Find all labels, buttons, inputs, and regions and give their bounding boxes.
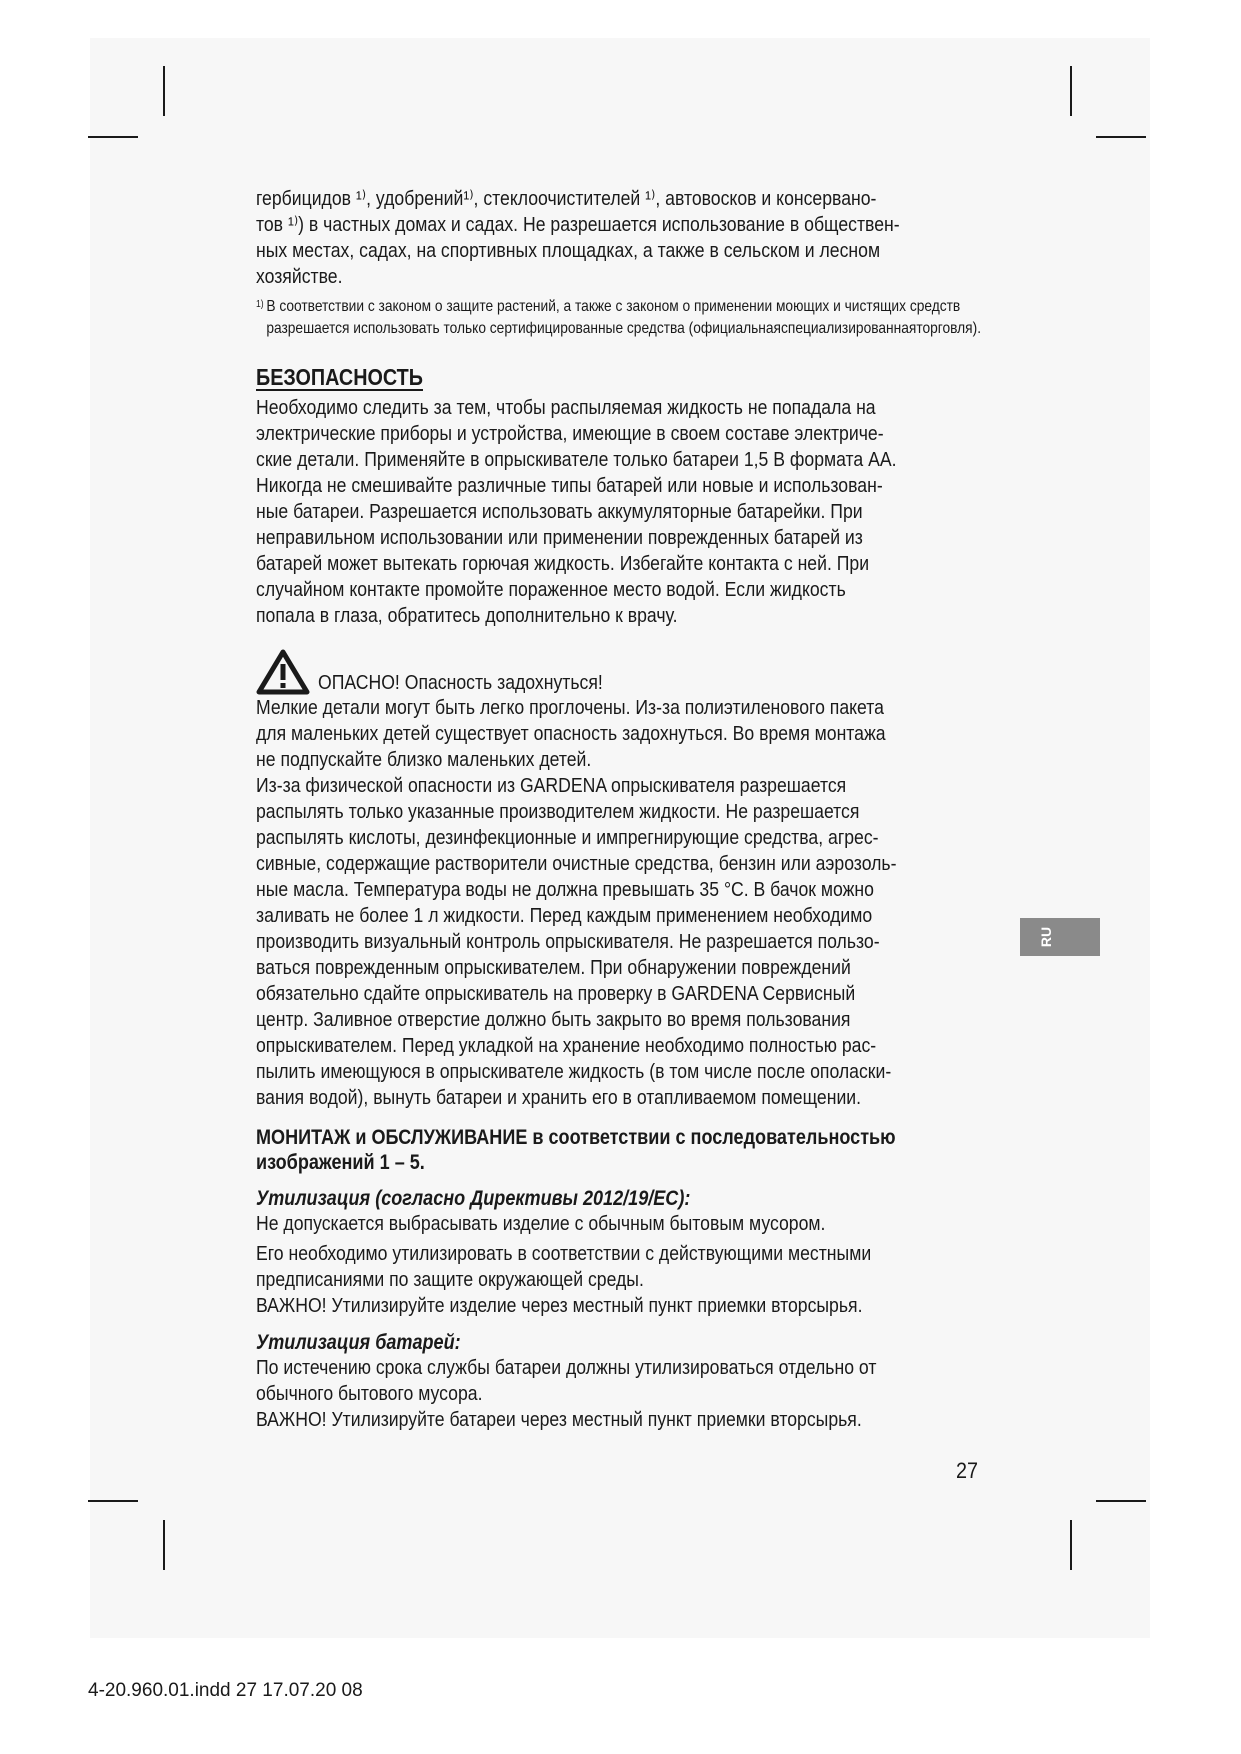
danger-paragraph-liquids: Из-за физической опасности из GARDENA опрыскивателя разрешается распылять только указанные производителем жидкости. Не разрешается распылять кислоты, дезинфекционные и импрегнирующие средства, агрес- сивные, содержащие растворители очистные средства, бензин или аэрозоль- ные масла. Температура воды не должна превышать 35 °C. В бачок можно заливать не более 1 л жидкости. Перед каждым применением необходимо производить визуальный контроль опрыскивателя. Не разрешается пользо- ваться поврежденным опрыскивателем. При обнаружении повреждений обязательно сдайте опрыскиватель на проверку в GARDENA Сервисный центр. Заливное отверстие должно быть закрыто во время пользования опрыскивателем. Перед укладкой на хранение необходимо полностью рас- пылить имеющуюся в опрыскивателе жидкость (в том числе после ополаски- вания водой), вынуть батареи и хранить его в отапливаемом помещении. (256, 774, 897, 1109)
intro-paragraph: гербицидов ¹⁾, удобрений¹⁾, стеклоочистителей ¹⁾, автовосков и консервано- тов ¹⁾) в частных домах и садах. Не разрешается использование в обществен- ных местах, садах, на спортивных площадках, а также в сельском и лесном хозяйстве. (256, 187, 900, 288)
danger-paragraph-small-parts: Мелкие детали могут быть легко проглочены. Из-за полиэтиленового пакета для маленьких детей существует опасность задохнуться. Во время монтажа не подпускайте близко маленьких детей. (256, 696, 886, 771)
crop-mark-bottom-left-horizontal (88, 1500, 138, 1502)
crop-mark-top-left-horizontal (88, 136, 138, 138)
disposal-paragraph-2: Его необходимо утилизировать в соответствии с действующими местными предписаниями по защите окружающей среды. ВАЖНО! Утилизируйте изделие через местный пункт приемки вторсырья. (256, 1242, 872, 1317)
footnote-text: В соответствии с законом о защите растений, а также с законом о применении моющих и чистящих средств разрешается использовать только сертифицированные средства (официальнаяспециализированнаяторговля). (266, 298, 982, 337)
crop-mark-top-right-vertical (1070, 66, 1072, 116)
warning-triangle-icon (256, 649, 310, 695)
page-number: 27 (956, 1458, 979, 1483)
danger-label: ОПАСНО! Опасность задохнуться! (318, 671, 603, 694)
print-slug: 4-20.960.01.indd 27 17.07.20 08 (88, 1680, 363, 1701)
safety-heading: БЕЗОПАСНОСТЬ (256, 364, 423, 390)
disposal-paragraph-1: Не допускается выбрасывать изделие с обычным бытовым мусором. (256, 1212, 826, 1235)
disposal-heading: Утилизация (согласно Директивы 2012/19/EC): (256, 1187, 691, 1210)
footnote-mark: 1) (256, 299, 264, 310)
language-tab-label: RU (1038, 926, 1055, 948)
crop-mark-bottom-right-vertical (1070, 1520, 1072, 1570)
crop-mark-top-right-horizontal (1096, 136, 1146, 138)
footnote (256, 296, 1005, 340)
battery-disposal-heading: Утилизация батарей: (256, 1331, 461, 1354)
battery-disposal-paragraph: По истечению срока службы батареи должны утилизироваться отдельно от обычного бытового мусора. ВАЖНО! Утилизируйте батареи через местный пункт приемки вторсырья. (256, 1356, 877, 1431)
danger-warning (256, 649, 996, 695)
crop-mark-bottom-left-vertical (163, 1520, 165, 1570)
safety-paragraph: Необходимо следить за тем, чтобы распыляемая жидкость не попадала на электрические приборы и устройства, имеющие в своем составе электриче- ские детали. Применяйте в опрыскивателе только батареи 1,5 В формата AA. Никогда не смешивайте различные типы батарей или новые и использован- ные батареи. Разрешается использовать аккумуляторные батарейки. При неправильном использовании или применении поврежденных батарей из батарей может вытекать горючая жидкость. Избегайте контакта с ней. При случайном контакте промойте пораженное место водой. Если жидкость попала в глаза, обратитесь дополнительно к врачу. (256, 396, 897, 627)
crop-mark-top-left-vertical (163, 66, 165, 116)
crop-mark-bottom-right-horizontal (1096, 1500, 1146, 1502)
mounting-heading: МОНИТАЖ и ОБСЛУЖИВАНИЕ в соответствии с последовательностью изображений 1 – 5. (256, 1126, 896, 1174)
main-content (256, 186, 996, 1433)
language-tab (1020, 918, 1100, 956)
